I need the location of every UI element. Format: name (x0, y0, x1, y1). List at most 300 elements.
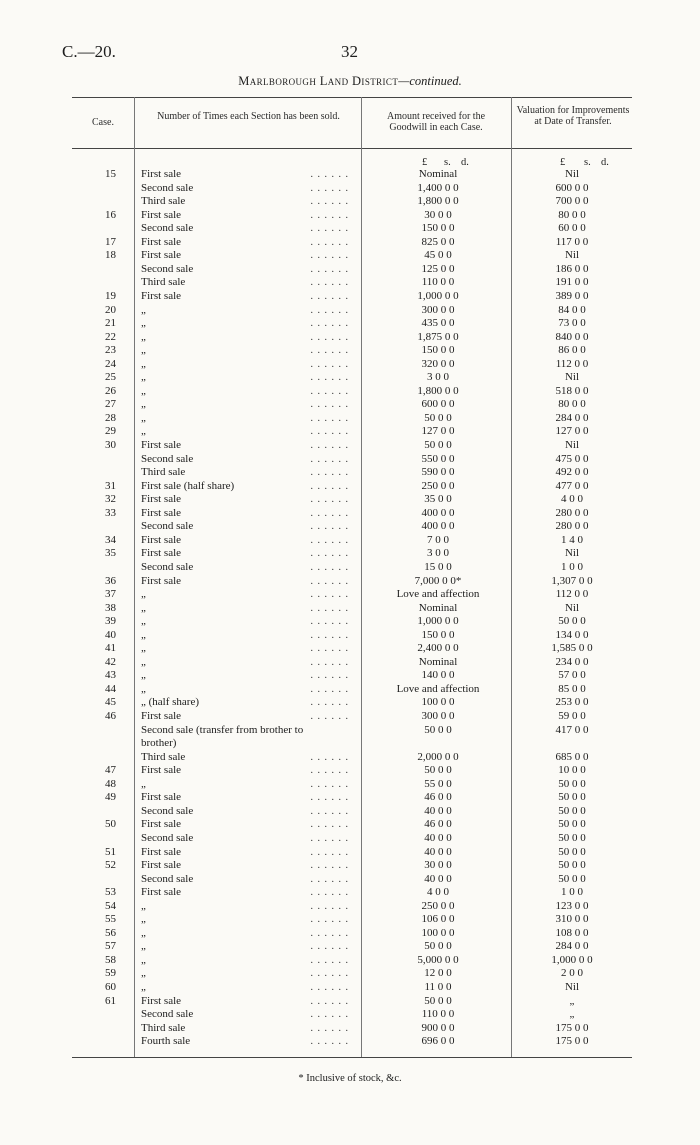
valuation-cell: 1,307 0 0 (551, 574, 593, 587)
table-row (0, 439, 700, 453)
times-sold-cell: Fourth sale (141, 1035, 191, 1048)
leader-dots: . . . . . . (310, 169, 349, 180)
times-sold-cell: „ (141, 303, 146, 316)
times-sold-cell: First sale (141, 289, 182, 302)
goodwill-amount-cell: 40 0 0 (424, 804, 452, 817)
valuation-cell: 50 0 0 (558, 777, 586, 790)
goodwill-amount-cell: 1,400 0 0 (417, 181, 459, 194)
times-sold-cell: Second sale (141, 181, 194, 194)
leader-dots: . . . . . . (310, 643, 349, 655)
case-number: 38 (105, 601, 116, 614)
times-sold-cell: First sale (141, 235, 182, 248)
valuation-cell: Nil (564, 439, 580, 451)
times-sold-cell: „ (141, 899, 146, 912)
leader-dots: . . . . . . (310, 832, 349, 844)
leader-dots: . . . . . . (310, 521, 349, 533)
goodwill-amount-cell: 550 0 0 (421, 452, 455, 465)
table-row (0, 358, 700, 372)
valuation-cell: 57 0 0 (558, 669, 586, 682)
valuation-cell: 475 0 0 (555, 452, 589, 465)
goodwill-amount-cell: 696 0 0 (421, 1035, 455, 1048)
goodwill-amount-cell: 40 0 0 (424, 872, 452, 885)
valuation-cell: 50 0 0 (558, 804, 586, 817)
valuation-cell: 685 0 0 (555, 750, 589, 763)
times-sold-cell: „ (141, 926, 146, 939)
valuation-cell: Nil (564, 601, 580, 614)
leader-dots: . . . . . . (310, 602, 349, 614)
times-sold-cell: „ (141, 344, 146, 357)
goodwill-amount-cell: 35 0 0 (424, 493, 452, 506)
table-row (0, 710, 700, 724)
times-sold-cell: First sale (141, 886, 182, 899)
header-bottom-rule (72, 148, 632, 149)
times-sold-cell: „ (141, 425, 146, 438)
case-number: 36 (105, 574, 116, 587)
leader-dots: . . . . . . (310, 575, 349, 587)
table-row (0, 669, 700, 683)
leader-dots: . . . . . . (310, 873, 349, 885)
leader-dots: . . . . . . (310, 290, 349, 302)
leader-dots: . . . . . . (310, 345, 349, 357)
table-row (0, 818, 700, 832)
goodwill-amount-cell: 125 0 0 (421, 262, 455, 275)
leader-dots: . . . . . . (310, 968, 349, 980)
leader-dots: . . . . . . (310, 318, 349, 330)
leader-dots: . . . . . . (310, 765, 349, 777)
footnote: * Inclusive of stock, &c. (298, 1073, 402, 1084)
table-row (0, 547, 700, 561)
leader-dots: . . . . . . (310, 887, 349, 899)
valuation-cell: 2 0 0 (561, 967, 583, 980)
case-number: 45 (105, 696, 116, 709)
goodwill-amount-cell: 106 0 0 (421, 913, 455, 926)
page-ref: C.—20. (62, 42, 116, 61)
table-row (0, 846, 700, 860)
times-sold-cell: „ (141, 628, 146, 641)
case-number: 25 (105, 371, 116, 384)
case-number: 56 (105, 926, 116, 939)
goodwill-amount-cell: 110 0 0 (421, 276, 455, 289)
case-number: 47 (105, 764, 116, 777)
table-row (0, 1035, 700, 1049)
times-sold-cell: Second sale (141, 222, 194, 235)
case-number: 42 (105, 655, 116, 668)
leader-dots: . . . . . . (310, 480, 349, 492)
case-number: 17 (105, 235, 116, 248)
valuation-cell: 117 0 0 (555, 235, 589, 248)
times-sold-cell: Second sale (141, 560, 194, 573)
table-row (0, 656, 700, 670)
col-header-goodwill: Amount received for the Goodwill in each Case. (386, 111, 486, 133)
col-header-times-sold: Number of Times each Section has been sold. (157, 111, 340, 122)
goodwill-amount-cell: 50 0 0 (424, 764, 452, 777)
heading-main: Marlborough Land District (238, 74, 399, 88)
leader-dots: . . . . . . (310, 277, 349, 289)
valuation-cell: „ (569, 1008, 575, 1021)
table-row (0, 331, 700, 345)
valuation-cell: 50 0 0 (558, 831, 586, 844)
case-number: 22 (105, 330, 116, 343)
case-number: 54 (105, 899, 116, 912)
times-sold-cell: Second sale (141, 804, 194, 817)
table-row (0, 575, 700, 589)
table-row (0, 602, 700, 616)
valuation-cell: 59 0 0 (558, 710, 586, 722)
times-sold-cell: „ (141, 642, 146, 655)
goodwill-amount-cell: 50 0 0 (424, 439, 452, 451)
table-row (0, 520, 700, 534)
case-number: 20 (105, 303, 116, 316)
valuation-cell: 477 0 0 (555, 479, 589, 492)
times-sold-cell: „ (141, 398, 146, 411)
goodwill-amount-cell: 46 0 0 (424, 818, 452, 831)
goodwill-amount-cell: 100 0 0 (421, 926, 455, 939)
valuation-cell: 112 0 0 (555, 357, 589, 370)
goodwill-amount-cell: 1,875 0 0 (417, 330, 459, 343)
goodwill-amount-cell: 40 0 0 (424, 831, 452, 844)
table-row (0, 588, 700, 602)
goodwill-amount-cell: Love and affection (396, 588, 480, 601)
table-row (0, 398, 700, 412)
goodwill-amount-cell: 110 0 0 (421, 1008, 455, 1021)
table-row (0, 507, 700, 521)
valuation-cell: 492 0 0 (555, 466, 589, 479)
table-row (0, 629, 700, 643)
table-row (0, 981, 700, 995)
goodwill-amount-cell: 50 0 0 (424, 723, 452, 736)
goodwill-amount-cell: Nominal (418, 601, 458, 614)
case-number: 60 (105, 981, 116, 993)
times-sold-cell: „ (141, 953, 146, 966)
valuation-cell: 700 0 0 (555, 195, 589, 208)
leader-dots: . . . . . . (310, 358, 349, 370)
table-row (0, 683, 700, 697)
valuation-cell: 84 0 0 (558, 303, 586, 316)
leader-dots: . . . . . . (310, 236, 349, 248)
unit-shillings: s. (584, 157, 591, 168)
leader-dots: . . . . . . (310, 670, 349, 682)
valuation-cell: 10 0 0 (558, 764, 586, 777)
times-sold-cell: First sale (141, 818, 182, 831)
valuation-cell: Nil (564, 981, 580, 993)
leader-dots: . . . . . . (310, 304, 349, 316)
times-sold-cell: „ (141, 330, 146, 343)
valuation-cell: „ (569, 994, 575, 1007)
leader-dots: . . . . . . (310, 182, 349, 194)
valuation-cell: 417 0 0 (555, 723, 589, 736)
leader-dots: . . . . . . (310, 250, 349, 262)
times-sold-cell: „ (141, 682, 146, 695)
leader-dots: . . . . . . (310, 196, 349, 208)
times-sold-cell: „ (141, 588, 146, 601)
table-row (0, 859, 700, 873)
leader-dots: . . . . . . (310, 1036, 349, 1048)
goodwill-amount-cell: 250 0 0 (421, 479, 455, 492)
leader-dots: . . . . . . (310, 399, 349, 411)
goodwill-amount-cell: 7 0 0 (427, 533, 449, 546)
case-number: 18 (105, 249, 116, 262)
valuation-cell: 840 0 0 (555, 330, 589, 343)
goodwill-amount-cell: 2,000 0 0 (417, 750, 459, 763)
times-sold-cell: Second sale (141, 872, 194, 885)
goodwill-amount-cell: 150 0 0 (421, 344, 455, 357)
unit-pence: d. (461, 157, 469, 168)
times-sold-cell: Second sale (141, 831, 194, 844)
times-sold-cell: „ (141, 411, 146, 424)
times-sold-cell: „ (141, 777, 146, 790)
table-row (0, 493, 700, 507)
case-number: 40 (105, 628, 116, 641)
valuation-cell: Nil (564, 249, 580, 262)
table-row (0, 236, 700, 250)
leader-dots: . . . . . . (310, 209, 349, 221)
goodwill-amount-cell: 250 0 0 (421, 899, 455, 912)
goodwill-amount-cell: 50 0 0 (424, 411, 452, 424)
times-sold-cell: First sale (141, 506, 182, 519)
times-sold-cell: Third sale (141, 1021, 186, 1034)
goodwill-amount-cell: 300 0 0 (421, 303, 455, 316)
table-row (0, 561, 700, 575)
case-number: 52 (105, 859, 116, 872)
valuation-cell: 80 0 0 (558, 208, 586, 221)
valuation-cell: 284 0 0 (555, 411, 589, 424)
leader-dots: . . . . . . (310, 683, 349, 695)
table-row (0, 764, 700, 778)
leader-dots: . . . . . . (310, 331, 349, 343)
table-row (0, 385, 700, 399)
leader-dots: . . . . . . (310, 860, 349, 872)
valuation-cell: 1,000 0 0 (551, 953, 593, 966)
case-number: 27 (105, 398, 116, 411)
table-row (0, 791, 700, 805)
goodwill-amount-cell: 400 0 0 (421, 506, 455, 519)
times-sold-cell: First sale (141, 574, 182, 587)
case-number: 29 (105, 425, 116, 438)
leader-dots: . . . . . . (310, 494, 349, 506)
times-sold-cell: First sale (141, 994, 182, 1007)
goodwill-amount-cell: 2,400 0 0 (417, 642, 459, 655)
leader-dots: . . . . . . (310, 914, 349, 926)
times-sold-cell: „ (141, 940, 146, 953)
times-sold-cell: „ (half share) (141, 696, 200, 709)
case-number: 44 (105, 682, 116, 695)
times-sold-cell: „ (141, 913, 146, 926)
valuation-cell: 253 0 0 (555, 696, 589, 709)
valuation-cell: 191 0 0 (555, 276, 589, 289)
table-row (0, 453, 700, 467)
leader-dots: . . . . . . (310, 589, 349, 601)
unit-shillings: s. (444, 157, 451, 168)
times-sold-cell: Third sale (141, 750, 186, 763)
leader-dots: . . . . . . (310, 995, 349, 1007)
valuation-cell: 123 0 0 (555, 899, 589, 912)
valuation-cell: 175 0 0 (555, 1021, 589, 1034)
case-number: 58 (105, 953, 116, 966)
valuation-cell: 186 0 0 (555, 262, 589, 275)
goodwill-amount-cell: 4 0 0 (427, 886, 449, 899)
table-row (0, 940, 700, 954)
times-sold-cell: „ (141, 655, 146, 668)
case-number: 55 (105, 913, 116, 926)
case-number: 15 (105, 168, 116, 180)
table-row (0, 696, 700, 710)
case-number: 50 (105, 818, 116, 831)
goodwill-amount-cell: 150 0 0 (421, 628, 455, 641)
valuation-cell: 4 0 0 (561, 493, 583, 506)
times-sold-cell: First sale (141, 764, 182, 777)
leader-dots: . . . . . . (310, 534, 349, 546)
goodwill-amount-cell: 825 0 0 (421, 235, 455, 248)
case-number: 26 (105, 384, 116, 397)
valuation-cell: 50 0 0 (558, 859, 586, 872)
leader-dots: . . . . . . (310, 616, 349, 628)
goodwill-amount-cell: 1,000 0 0 (417, 289, 459, 302)
times-sold-cell: Second sale (141, 452, 194, 465)
times-sold-cell: Third sale (141, 195, 186, 208)
table-row (0, 425, 700, 439)
goodwill-amount-cell: 127 0 0 (421, 425, 455, 438)
leader-dots: . . . . . . (310, 778, 349, 790)
leader-dots: . . . . . . (310, 548, 349, 560)
times-sold-cell: „ (141, 357, 146, 370)
case-number: 41 (105, 642, 116, 655)
times-sold-cell: „ (141, 981, 146, 993)
goodwill-amount-cell: 45 0 0 (424, 249, 452, 262)
case-number: 33 (105, 506, 116, 519)
times-sold-cell: Third sale (141, 276, 186, 289)
times-sold-cell: First sale (141, 710, 182, 722)
case-number: 49 (105, 791, 116, 804)
goodwill-amount-cell: 435 0 0 (421, 317, 455, 330)
times-sold-cell: Third sale (141, 466, 186, 479)
leader-dots: . . . . . . (310, 263, 349, 275)
goodwill-amount-cell: 50 0 0 (424, 994, 452, 1007)
goodwill-amount-cell: 12 0 0 (424, 967, 452, 980)
valuation-cell: 280 0 0 (555, 520, 589, 533)
times-sold-cell: First sale (141, 493, 182, 506)
goodwill-amount-cell: 140 0 0 (421, 669, 455, 682)
table-row (0, 1008, 700, 1022)
times-sold-cell: Second sale (141, 1008, 194, 1021)
leader-dots: . . . . . . (310, 656, 349, 668)
goodwill-amount-cell: 3 0 0 (427, 547, 449, 560)
goodwill-amount-cell: 46 0 0 (424, 791, 452, 804)
valuation-cell: 1,585 0 0 (551, 642, 593, 655)
times-sold-cell: First sale (141, 859, 182, 872)
valuation-cell: 50 0 0 (558, 615, 586, 628)
goodwill-amount-cell: Nominal (418, 168, 458, 180)
case-number: 28 (105, 411, 116, 424)
col-header-case: Case. (92, 117, 114, 128)
valuation-cell: Nil (564, 168, 580, 180)
goodwill-amount-cell: 300 0 0 (421, 710, 455, 722)
table-row (0, 995, 700, 1009)
goodwill-amount-cell: 40 0 0 (424, 845, 452, 858)
case-number: 24 (105, 357, 116, 370)
table-row (0, 182, 700, 196)
table-row (0, 466, 700, 480)
leader-dots: . . . . . . (310, 927, 349, 939)
table-row (0, 195, 700, 209)
times-sold-cell: First sale (141, 845, 182, 858)
table-row (0, 873, 700, 887)
valuation-cell: 86 0 0 (558, 344, 586, 357)
page-number: 32 (341, 42, 358, 61)
goodwill-amount-cell: 150 0 0 (421, 222, 455, 235)
leader-dots: . . . . . . (310, 900, 349, 912)
times-sold-cell: „ (141, 615, 146, 628)
times-sold-cell: First sale (141, 249, 182, 262)
table-row (0, 886, 700, 900)
valuation-cell: 50 0 0 (558, 818, 586, 831)
valuation-cell: 50 0 0 (558, 872, 586, 885)
times-sold-cell: First sale (141, 533, 182, 546)
case-number: 23 (105, 344, 116, 357)
times-sold-cell: First sale (141, 208, 182, 221)
times-sold-cell: First sale (141, 168, 182, 180)
case-number: 53 (105, 886, 116, 899)
unit-pounds: £ (560, 157, 566, 168)
times-sold-cell: First sale (141, 547, 182, 560)
col-header-valuation: Valuation for Improvements at Date of Transfer. (516, 105, 630, 127)
times-sold-cell: „ (141, 601, 146, 614)
times-sold-cell: Second sale (141, 520, 194, 533)
leader-dots: . . . . . . (310, 954, 349, 966)
table-row (0, 290, 700, 304)
table-row (0, 913, 700, 927)
valuation-cell: 175 0 0 (555, 1035, 589, 1048)
goodwill-amount-cell: Nominal (418, 655, 458, 668)
leader-dots: . . . . . . (310, 561, 349, 573)
valuation-cell: 518 0 0 (555, 384, 589, 397)
table-row (0, 967, 700, 981)
case-number: 39 (105, 615, 116, 628)
goodwill-amount-cell: 15 0 0 (424, 560, 452, 573)
goodwill-amount-cell: 55 0 0 (424, 777, 452, 790)
leader-dots: . . . . . . (310, 819, 349, 831)
leader-dots: . . . . . . (310, 629, 349, 641)
leader-dots: . . . . . . (310, 711, 349, 722)
goodwill-amount-cell: 30 0 0 (424, 208, 452, 221)
goodwill-amount-cell: 1,800 0 0 (417, 195, 459, 208)
valuation-cell: 50 0 0 (558, 845, 586, 858)
valuation-cell: 60 0 0 (558, 222, 586, 235)
case-number: 37 (105, 588, 116, 601)
table-row (0, 534, 700, 548)
goodwill-amount-cell: 900 0 0 (421, 1021, 455, 1034)
table-row (0, 304, 700, 318)
table-row (0, 737, 700, 751)
case-number: 35 (105, 547, 116, 560)
leader-dots: . . . . . . (310, 467, 349, 479)
case-number: 30 (105, 439, 116, 451)
case-number: 31 (105, 479, 116, 492)
valuation-cell: 1 4 0 (561, 533, 583, 546)
leader-dots: . . . . . . (310, 440, 349, 451)
table-row (0, 168, 700, 182)
table-bottom-rule (72, 1057, 632, 1058)
times-sold-cell: „ (141, 371, 146, 384)
leader-dots: . . . . . . (310, 941, 349, 953)
valuation-cell: 280 0 0 (555, 506, 589, 519)
case-number: 43 (105, 669, 116, 682)
goodwill-amount-cell: 400 0 0 (421, 520, 455, 533)
leader-dots: . . . . . . (310, 792, 349, 804)
valuation-cell: 73 0 0 (558, 317, 586, 330)
goodwill-amount-cell: Love and affection (396, 682, 480, 695)
table-heading (0, 74, 700, 89)
case-number: 51 (105, 845, 116, 858)
